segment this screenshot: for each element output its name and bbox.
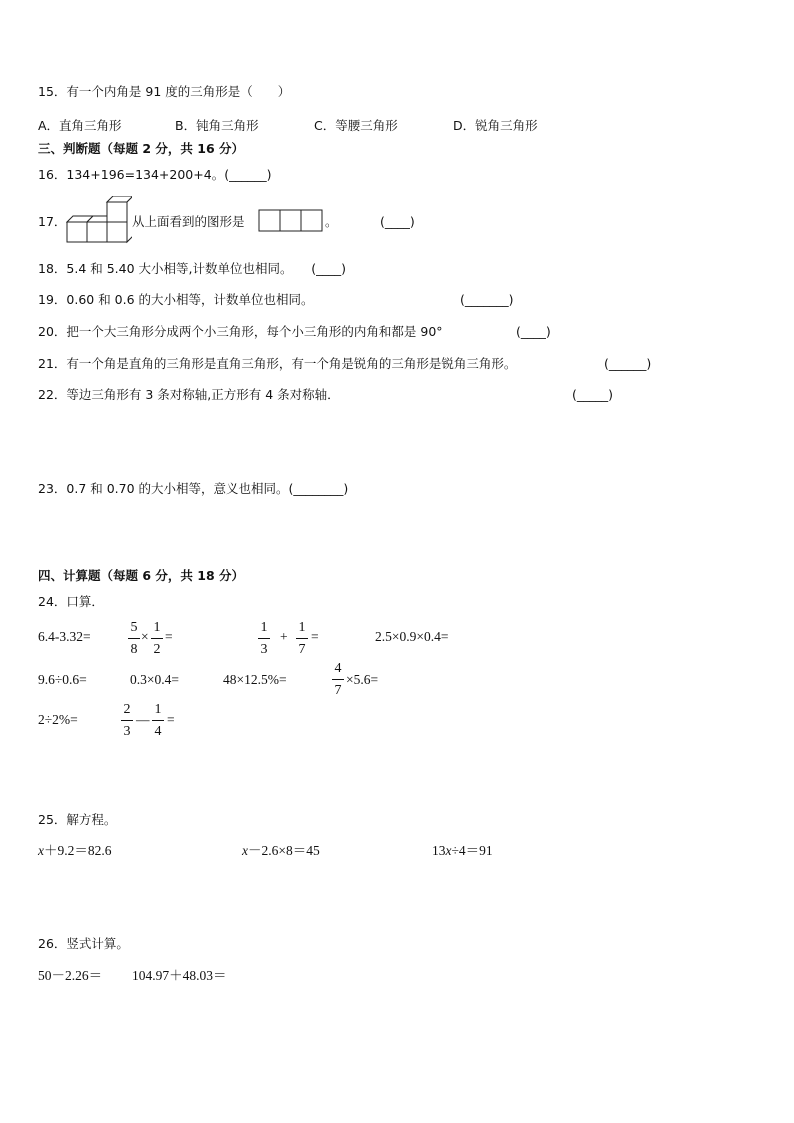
equals-sign: = — [311, 629, 319, 644]
denominator: 4 — [154, 724, 162, 739]
denominator: 7 — [298, 642, 306, 657]
equals-sign: = — [165, 629, 173, 644]
oral-calc-9: 2÷2%= — [38, 712, 78, 727]
column-calc-2: 104.97＋48.03＝ — [132, 968, 227, 983]
numerator: 5 — [130, 620, 138, 635]
fraction-1-4 — [152, 701, 164, 740]
equation-1-rest: ＋9.2＝82.6 — [44, 843, 112, 858]
numerator: 1 — [154, 702, 162, 717]
denominator: 8 — [130, 642, 138, 657]
q25-title: 25．解方程。 — [38, 812, 117, 827]
fraction-5-8 — [128, 619, 140, 658]
denominator: 2 — [153, 642, 161, 657]
oral-calc-8-rest: ×5.6= — [346, 672, 379, 687]
numerator: 1 — [298, 620, 306, 635]
operator-minus: — — [136, 712, 150, 727]
equals-sign: = — [167, 712, 175, 727]
q17-number: 17． — [38, 214, 67, 229]
column-calc-1: 50－2.26＝ — [38, 968, 103, 983]
q20-text: 20．把一个大三角形分成两个小三角形，每个小三角形的内角和都是 90° — [38, 324, 443, 339]
q19-text: 19．0.60 和 0.6 的大小相等，计数单位也相同。 — [38, 292, 314, 307]
q18: 18．5.4 和 5.40 大小相等,计数单位也相同。 (____) — [38, 261, 347, 276]
q15-option-a: A．直角三角形 — [38, 118, 122, 133]
operator-plus: + — [280, 629, 288, 644]
section4-title: 四、计算题（每题 6 分，共 18 分） — [38, 568, 245, 583]
cube-stack-figure — [66, 196, 132, 246]
q20-blank[interactable]: (____) — [516, 324, 551, 339]
q21-text: 21．有一个角是直角的三角形是直角三角形，有一个角是锐角的三角形是锐角三角形。 — [38, 356, 517, 371]
q21-blank[interactable]: (______) — [604, 356, 652, 371]
q22-blank[interactable]: (_____) — [572, 387, 614, 402]
q16: 16．134+196=134+200+4。(______) — [38, 167, 272, 182]
denominator: 3 — [260, 642, 268, 657]
q19-blank[interactable]: (_______) — [460, 292, 514, 307]
q23: 23．0.7 和 0.70 的大小相等，意义也相同。(________) — [38, 481, 349, 496]
fraction-1-7 — [296, 619, 308, 658]
numerator: 1 — [260, 620, 268, 635]
fraction-2-3 — [121, 701, 133, 740]
equation-3-coef: 13 — [432, 843, 446, 858]
denominator: 7 — [334, 683, 342, 698]
q24-title: 24．口算． — [38, 594, 104, 609]
oral-calc-7: 48×12.5%= — [223, 672, 287, 687]
q15-option-d: D．锐角三角形 — [453, 118, 538, 133]
equation-3-rest: ÷4＝91 — [451, 843, 493, 858]
oral-calc-5: 9.6÷0.6= — [38, 672, 87, 687]
equation-2-rest: －2.6×8＝45 — [248, 843, 320, 858]
equation-3 — [432, 843, 493, 859]
oral-calc-6: 0.3×0.4= — [130, 672, 179, 687]
q26-title: 26．竖式计算。 — [38, 936, 129, 951]
operator-times: × — [141, 629, 149, 644]
q15-option-b: B．钝角三角形 — [175, 118, 259, 133]
q17-text: 从上面看到的图形是 — [132, 214, 245, 229]
q15-stem: 15．有一个内角是 91 度的三角形是（ ） — [38, 84, 291, 99]
variable-x: x — [38, 843, 44, 858]
oral-calc-1: 6.4-3.32= — [38, 629, 91, 644]
fraction-1-2 — [151, 619, 163, 658]
oral-calc-4: 2.5×0.9×0.4= — [375, 629, 449, 644]
section3-title: 三、判断题（每题 2 分，共 16 分） — [38, 141, 245, 156]
numerator: 1 — [153, 620, 161, 635]
variable-x: x — [445, 843, 452, 858]
denominator: 3 — [123, 724, 131, 739]
equation-1 — [38, 843, 112, 859]
fraction-4-7 — [332, 660, 344, 699]
fraction-1-3 — [258, 619, 270, 658]
numerator: 2 — [123, 702, 131, 717]
top-view-figure — [258, 209, 324, 232]
numerator: 4 — [334, 661, 342, 676]
q22-text: 22．等边三角形有 3 条对称轴,正方形有 4 条对称轴． — [38, 387, 340, 402]
variable-x: x — [242, 843, 248, 858]
equation-2 — [242, 843, 320, 859]
q17-blank[interactable]: (____) — [380, 214, 415, 229]
q17-end: 。 — [325, 214, 338, 229]
q15-option-c: C．等腰三角形 — [314, 118, 398, 133]
